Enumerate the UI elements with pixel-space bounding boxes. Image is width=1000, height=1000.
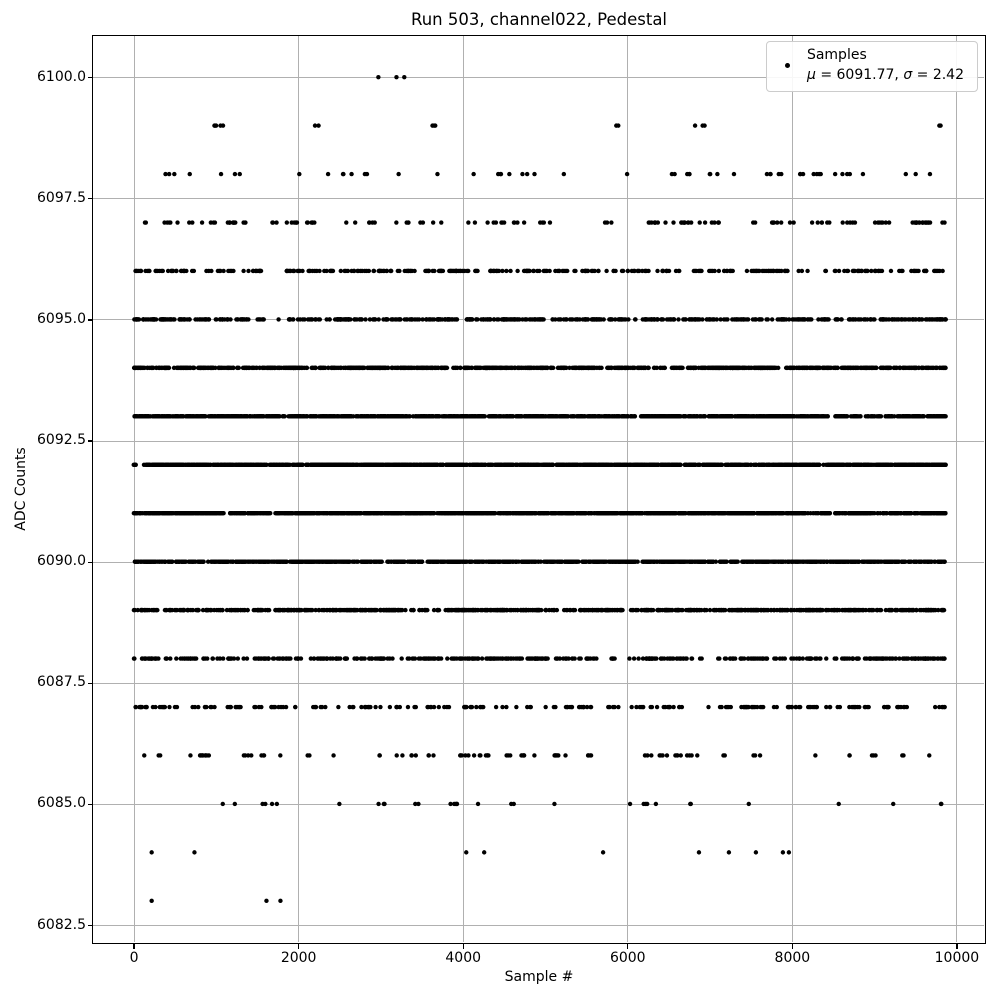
sigma-value: = 2.42 <box>912 66 964 83</box>
legend-stats <box>807 66 964 86</box>
y-tick-label: 6092.5 <box>37 432 86 449</box>
x-tick-mark <box>792 944 793 949</box>
legend <box>766 41 978 92</box>
x-tick-mark <box>298 944 299 949</box>
y-tick-mark <box>88 198 93 199</box>
x-tick-label: 6000 <box>609 950 646 966</box>
x-axis-label: Sample # <box>504 969 574 985</box>
legend-series-label: Samples <box>806 47 867 63</box>
scatter-canvas <box>93 36 984 942</box>
y-tick-mark <box>88 440 93 441</box>
x-tick-label: 8000 <box>774 950 811 966</box>
chart-title: Run 503, channel022, Pedestal <box>410 10 668 29</box>
y-tick-mark <box>88 77 93 78</box>
y-tick-mark <box>88 683 93 684</box>
y-tick-label: 6085.0 <box>37 795 86 812</box>
x-tick-mark <box>956 944 957 949</box>
legend-text <box>807 46 968 86</box>
y-tick-mark <box>88 562 93 563</box>
y-tick-label: 6097.5 <box>37 189 86 206</box>
y-tick-mark <box>88 925 93 926</box>
y-axis-label: ADC Counts <box>13 447 29 531</box>
sigma-symbol: σ <box>903 66 913 83</box>
y-tick-label: 6100.0 <box>37 68 86 85</box>
mu-symbol: μ <box>806 66 816 83</box>
x-tick-label: 0 <box>129 950 139 966</box>
x-tick-mark <box>627 944 628 949</box>
legend-marker-dot <box>785 63 790 68</box>
y-tick-label: 6095.0 <box>37 310 86 327</box>
y-tick-mark <box>88 804 93 805</box>
x-tick-mark <box>133 944 134 949</box>
y-tick-label: 6090.0 <box>37 553 86 570</box>
x-tick-label: 4000 <box>445 950 482 966</box>
mu-value: = 6091.77, <box>815 66 904 83</box>
y-tick-mark <box>88 319 93 320</box>
plot-area <box>92 35 986 944</box>
x-tick-label: 2000 <box>280 950 317 966</box>
y-tick-label: 6087.5 <box>37 674 86 691</box>
x-tick-label: 10000 <box>934 950 980 966</box>
y-tick-label: 6082.5 <box>37 916 86 933</box>
x-tick-mark <box>463 944 464 949</box>
